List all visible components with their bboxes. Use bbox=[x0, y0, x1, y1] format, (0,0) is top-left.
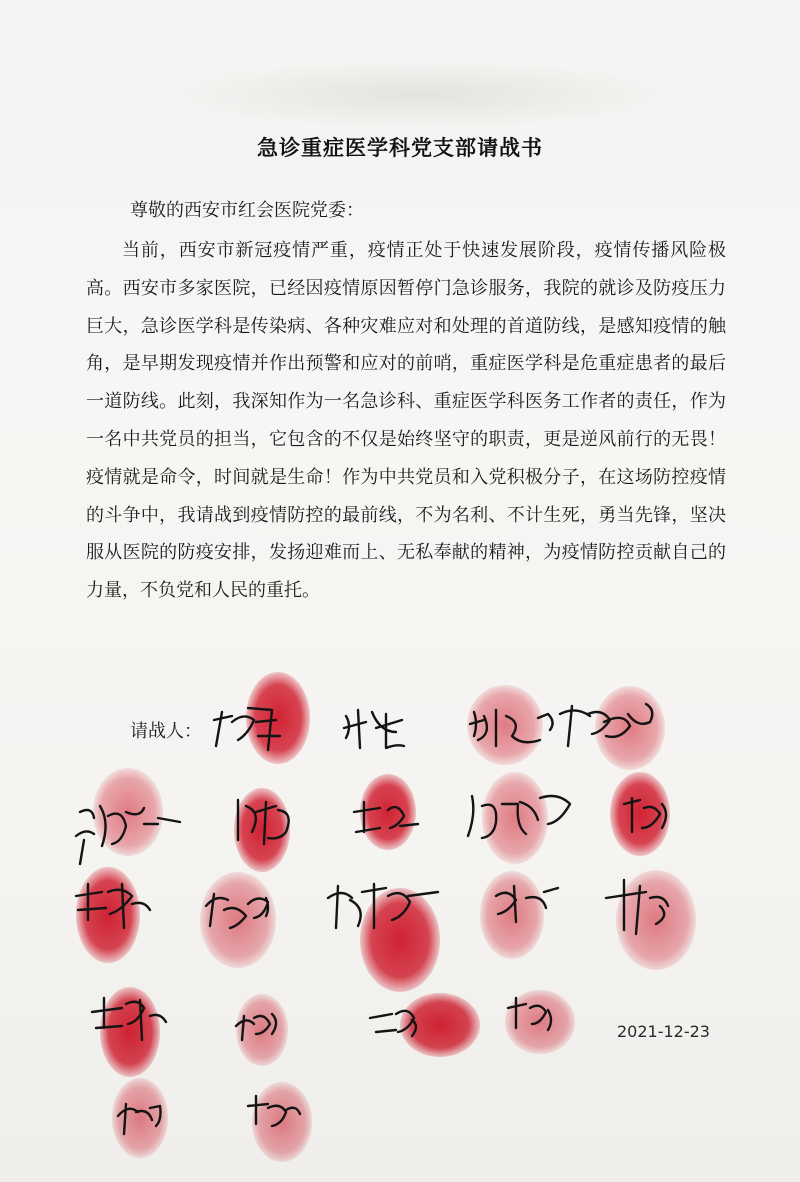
fingerprint bbox=[360, 774, 416, 850]
signature bbox=[344, 710, 404, 748]
document-title: 急诊重症医学科党支部请战书 bbox=[257, 136, 543, 160]
salutation: 尊敬的西安市红会医院党委： bbox=[130, 200, 364, 221]
fingerprint bbox=[246, 672, 310, 764]
document-date: 2021-12-23 bbox=[617, 1022, 710, 1041]
fingerprint bbox=[616, 870, 696, 970]
fingerprint bbox=[467, 685, 543, 765]
fingerprint bbox=[252, 1082, 312, 1162]
signer-label: 请战人： bbox=[130, 721, 202, 742]
fingerprint bbox=[360, 888, 440, 992]
fingerprint bbox=[100, 987, 160, 1077]
petition-body: 当前，西安市新冠疫情严重，疫情正处于快速发展阶段，疫情传播风险极高。西安市多家医院，已经因疫情原因暂停门急诊服务，我院的就诊及防疫压力巨大，急诊医学科是传染病、各种灾难应对和处理的首道防线，是感知疫情的触角，是早期发现疫情并作出预警和应对的前哨，重症医学科是危重症患者的最后一道防线。此刻，我深知作为一名急诊科、重症医学科医务工作者的责任，作为一名中共党员的担当，它包含的不仅是始终坚守的职责，更是逆风前行的无畏！疫情就是命令，时间就是生命！作为中共党员和入党积极分子，在这场防控疫情的斗争中，我请战到疫情防控的最前线，不为名利、不计生死，勇当先锋，坚决服从医院的防疫安排，发扬迎难而上、无私奉献的精神，为疫情防控贡献自己的力量，不负党和人民的重托。 bbox=[86, 240, 726, 602]
fingerprint bbox=[400, 993, 480, 1057]
fingerprint bbox=[76, 867, 140, 963]
fingerprint bbox=[480, 871, 544, 959]
fingerprint bbox=[234, 788, 290, 872]
